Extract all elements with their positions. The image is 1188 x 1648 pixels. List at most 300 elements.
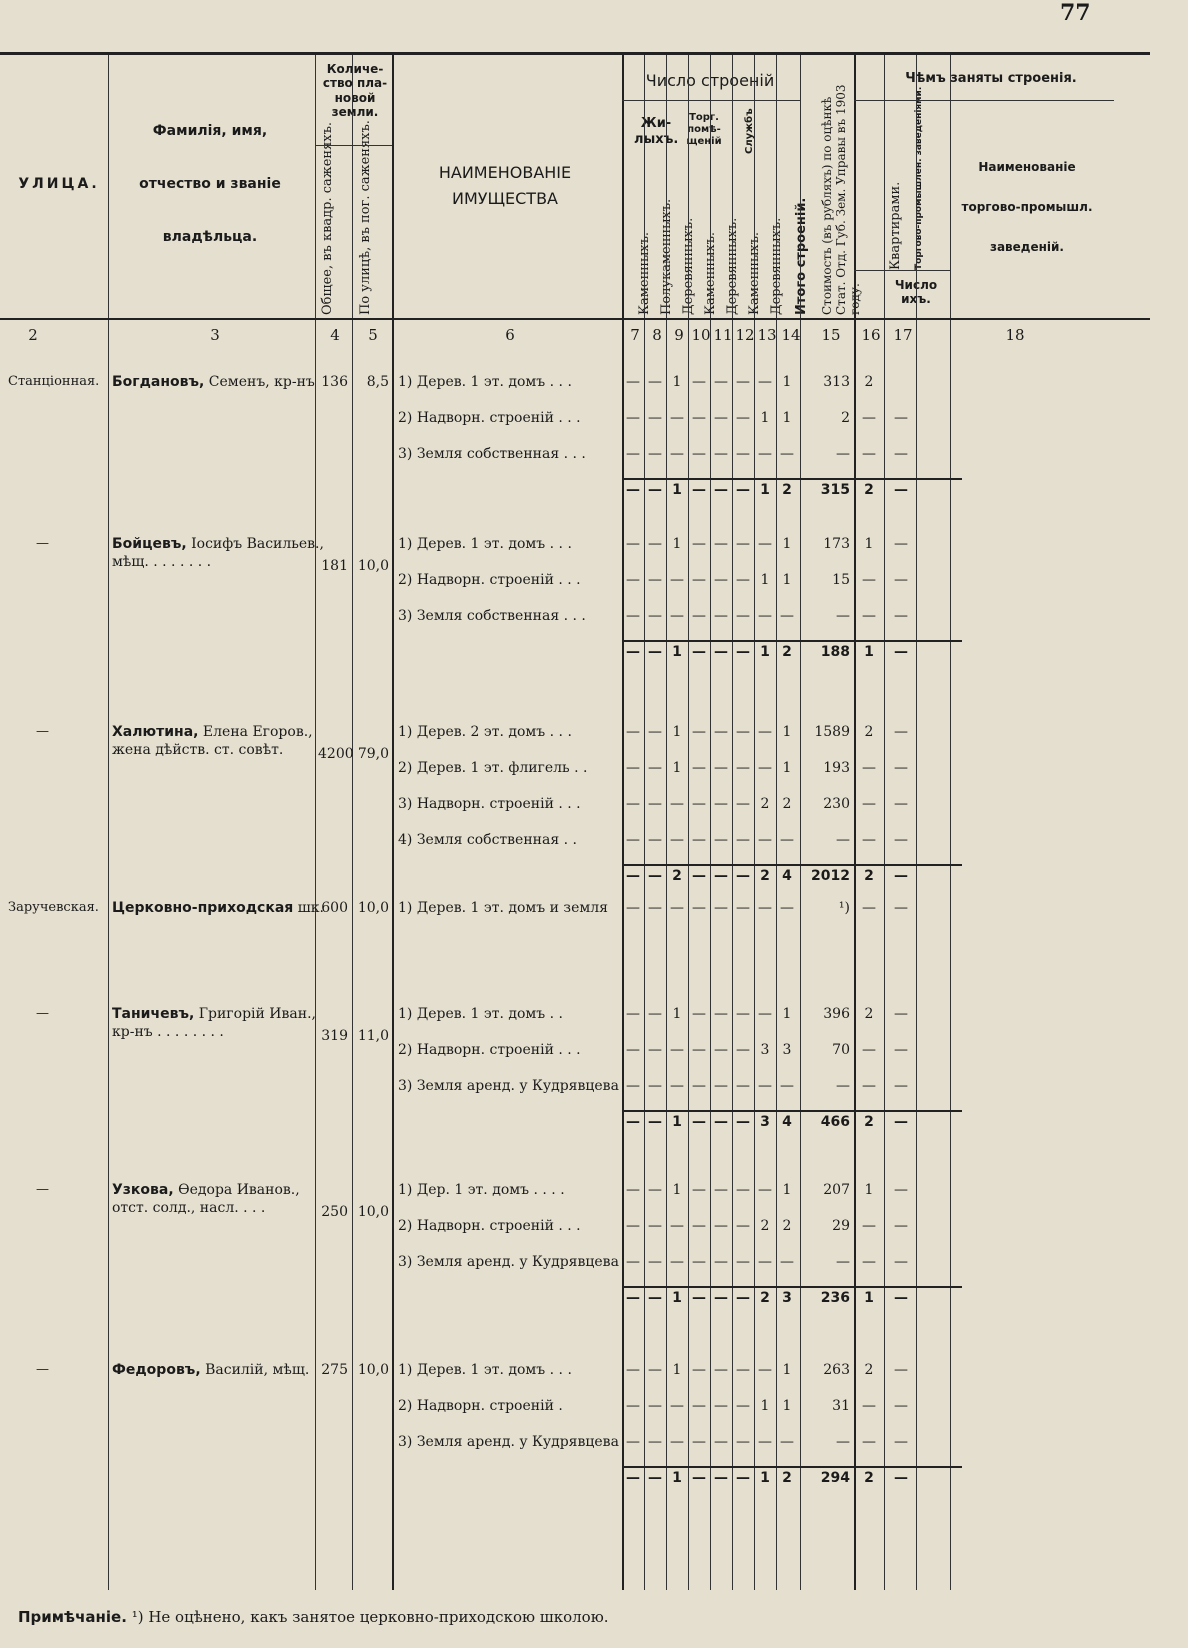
occupancy-count: — — [862, 760, 876, 776]
header-owner-3: владѣльца. — [162, 229, 258, 245]
building-count: — — [758, 1254, 772, 1270]
subtotal-count: — — [714, 868, 728, 884]
building-count: 1 — [760, 1398, 770, 1414]
column-number: 6 — [505, 326, 515, 344]
subtotal-count: — — [692, 1290, 706, 1306]
header-trade-stone: Каменныхъ. — [703, 231, 718, 315]
building-count: — — [780, 832, 794, 848]
subtotal-occupancy: 2 — [864, 1470, 874, 1486]
property-value: — — [836, 1434, 850, 1450]
subtotal-count: 4 — [782, 868, 792, 884]
owner-details: Григорій Иван., — [194, 1006, 316, 1022]
building-count: — — [626, 760, 640, 776]
land-total: 600 — [321, 900, 348, 916]
occupancy-count: — — [894, 536, 908, 552]
owner-name — [112, 1006, 316, 1022]
building-count: — — [670, 572, 684, 588]
building-count: — — [736, 536, 750, 552]
building-count: — — [692, 900, 706, 916]
column-divider — [666, 55, 667, 1590]
subtotal-rule — [622, 640, 962, 642]
occupancy-count: — — [894, 900, 908, 916]
owner-surname: Бойцевъ, — [112, 536, 187, 552]
building-count: — — [626, 1362, 640, 1378]
subtotal-value: 315 — [820, 482, 850, 498]
building-count: 2 — [760, 1218, 770, 1234]
building-count: — — [714, 536, 728, 552]
building-count: 1 — [782, 536, 792, 552]
building-count: — — [736, 1042, 750, 1058]
building-count: — — [736, 1182, 750, 1198]
header-bottom-rule — [0, 318, 1150, 320]
subtotal-count: — — [736, 1470, 750, 1486]
building-count: — — [780, 608, 794, 624]
occupancy-count: — — [894, 1078, 908, 1094]
building-count: — — [648, 796, 662, 812]
property-value: — — [836, 608, 850, 624]
column-divider — [732, 55, 733, 1590]
building-count: — — [692, 832, 706, 848]
land-total: 4200 — [318, 746, 354, 762]
subtotal-count: 2 — [672, 868, 682, 884]
subtotal-count: — — [626, 482, 640, 498]
subtotal-count: 1 — [760, 1470, 770, 1486]
property-item: 2) Надворн. строеній . . . — [398, 572, 581, 588]
building-count: — — [648, 832, 662, 848]
property-value: 70 — [832, 1042, 850, 1058]
building-count: — — [736, 374, 750, 390]
occupied-sub-rule — [854, 100, 1114, 101]
building-count: — — [758, 608, 772, 624]
subtotal-count: 1 — [672, 644, 682, 660]
subtotal-count: 1 — [672, 1470, 682, 1486]
header-trade: Торг. помѣ-щеній — [686, 112, 722, 147]
occupancy-count: — — [862, 410, 876, 426]
header-service-stone: Каменныхъ. — [747, 231, 762, 315]
owner-details: Ѳедора Иванов., — [173, 1182, 300, 1198]
property-value: — — [836, 832, 850, 848]
street-name: — — [36, 1006, 49, 1021]
land-total: 181 — [321, 558, 348, 574]
building-count: 2 — [782, 796, 792, 812]
header-land-qty: Количе-ство пла-новой земли. — [322, 62, 388, 120]
property-value: 15 — [832, 572, 850, 588]
building-count: — — [626, 832, 640, 848]
property-value: 1589 — [814, 724, 850, 740]
subtotal-count: — — [626, 1290, 640, 1306]
subtotal-occupancy: — — [894, 1114, 908, 1130]
column-divider — [622, 55, 624, 1590]
owner-details: Елена Егоров., — [198, 724, 313, 740]
building-count: — — [736, 724, 750, 740]
owner-surname: Таничевъ, — [112, 1006, 195, 1022]
owner-title: жена дѣйств. ст. совѣт. — [112, 742, 284, 758]
occupancy-count: — — [894, 760, 908, 776]
building-count: — — [692, 1006, 706, 1022]
building-count: — — [648, 1042, 662, 1058]
building-count: 1 — [672, 1182, 682, 1198]
subtotal-occupancy: — — [894, 644, 908, 660]
occupancy-count: 1 — [864, 1182, 874, 1198]
occupancy-count: — — [894, 446, 908, 462]
building-count: — — [626, 536, 640, 552]
building-count: — — [758, 1182, 772, 1198]
header-service-wooden: Деревянныхъ. — [769, 217, 784, 315]
occupancy-count: — — [894, 410, 908, 426]
street-name: — — [36, 724, 49, 739]
owner-details: Іосифъ Васильев., — [186, 536, 324, 552]
column-divider — [800, 55, 801, 1590]
occupancy-count: 2 — [864, 374, 874, 390]
building-count: — — [692, 1362, 706, 1378]
occupancy-count: — — [894, 1218, 908, 1234]
building-count: — — [692, 572, 706, 588]
subtotal-count: — — [626, 1114, 640, 1130]
building-count: — — [626, 724, 640, 740]
occupancy-count: 2 — [864, 1006, 874, 1022]
building-count: — — [648, 1254, 662, 1270]
building-count: — — [626, 1042, 640, 1058]
subtotal-count: — — [692, 1470, 706, 1486]
column-divider — [950, 55, 951, 1590]
column-divider — [754, 55, 755, 1590]
subtotal-count: 1 — [760, 644, 770, 660]
occupancy-count: — — [894, 796, 908, 812]
property-value: 263 — [823, 1362, 850, 1378]
building-count: 1 — [782, 1006, 792, 1022]
property-value: 193 — [823, 760, 850, 776]
land-street: 10,0 — [357, 1362, 389, 1378]
column-divider — [884, 55, 885, 1590]
column-divider — [710, 55, 711, 1590]
building-count: — — [670, 1042, 684, 1058]
occupancy-count: — — [862, 1434, 876, 1450]
column-number: 16 — [861, 326, 881, 344]
occupancy-count: — — [862, 608, 876, 624]
building-count: 1 — [672, 760, 682, 776]
building-count: — — [648, 446, 662, 462]
building-count: — — [714, 1182, 728, 1198]
occupancy-count: — — [862, 832, 876, 848]
column-divider — [108, 55, 109, 1590]
subtotal-count: — — [692, 482, 706, 498]
building-count: — — [626, 1434, 640, 1450]
building-count: 1 — [782, 410, 792, 426]
subtotal-value: 236 — [820, 1290, 850, 1306]
building-count: 1 — [672, 724, 682, 740]
subtotal-count: — — [736, 1290, 750, 1306]
column-number: 5 — [368, 326, 378, 344]
header-owner-1: Фамилія, имя, — [152, 123, 268, 139]
owner-title: кр-нъ . . . . . . . . — [112, 1024, 224, 1040]
building-count: — — [626, 1006, 640, 1022]
property-value: — — [836, 1078, 850, 1094]
property-item: 3) Земля собственная . . . — [398, 446, 586, 462]
land-street: 10,0 — [357, 900, 389, 916]
column-number: 11 — [713, 326, 733, 344]
building-count: — — [714, 832, 728, 848]
column-number: 14 — [781, 326, 801, 344]
land-total: 250 — [321, 1204, 348, 1220]
property-value: 29 — [832, 1218, 850, 1234]
building-count: — — [648, 760, 662, 776]
building-count: — — [714, 1042, 728, 1058]
building-count: — — [670, 900, 684, 916]
column-divider — [916, 55, 917, 1590]
building-count: — — [780, 900, 794, 916]
owner-title: мѣщ. . . . . . . . — [112, 554, 212, 570]
building-count: — — [670, 410, 684, 426]
property-item: 2) Дерев. 1 эт. флигель . . — [398, 760, 588, 776]
building-count: — — [692, 446, 706, 462]
owner-surname: Церковно-приходская — [112, 900, 294, 916]
building-count: — — [626, 374, 640, 390]
building-count: — — [626, 608, 640, 624]
building-count: — — [670, 1254, 684, 1270]
building-count: — — [736, 796, 750, 812]
subtotal-occupancy: 2 — [864, 482, 874, 498]
building-count: — — [692, 724, 706, 740]
building-count: — — [736, 832, 750, 848]
subtotal-count: — — [626, 1470, 640, 1486]
subtotal-value: 2012 — [811, 868, 850, 884]
building-count: 1 — [782, 1362, 792, 1378]
owner-surname: Халютина, — [112, 724, 199, 740]
building-count: — — [626, 1398, 640, 1414]
subtotal-occupancy: — — [894, 868, 908, 884]
occupancy-count: — — [894, 724, 908, 740]
land-street: 10,0 — [357, 1204, 389, 1220]
building-count: 1 — [782, 374, 792, 390]
building-count: 1 — [672, 536, 682, 552]
header-trade-name-2: торгово-промышл. — [961, 200, 1093, 214]
building-count: — — [692, 1398, 706, 1414]
building-count: — — [780, 1434, 794, 1450]
building-count: — — [692, 1218, 706, 1234]
subtotal-value: 466 — [820, 1114, 850, 1130]
building-count: — — [758, 1006, 772, 1022]
header-trade-est: Торгово-промышлен. заведеніями. — [914, 86, 924, 270]
occupancy-count: — — [862, 900, 876, 916]
occupancy-count: — — [862, 1398, 876, 1414]
building-count: — — [626, 410, 640, 426]
subtotal-occupancy: — — [894, 1290, 908, 1306]
building-count: 1 — [672, 1006, 682, 1022]
subtotal-occupancy: 1 — [864, 644, 874, 660]
building-count: 1 — [672, 1362, 682, 1378]
building-count: — — [692, 1434, 706, 1450]
count-sub-rule — [854, 270, 950, 271]
occupancy-count: — — [862, 1218, 876, 1234]
land-street: 10,0 — [357, 558, 389, 574]
subtotal-count: 2 — [782, 482, 792, 498]
building-count: — — [714, 1398, 728, 1414]
header-property-1: НАИМЕНОВАНІЕ — [438, 163, 572, 182]
building-count: 1 — [782, 1182, 792, 1198]
subtotal-occupancy: 1 — [864, 1290, 874, 1306]
column-divider — [644, 55, 645, 1590]
header-owner-2: отчество и званіе — [139, 176, 281, 192]
subtotal-count: 1 — [760, 482, 770, 498]
subtotal-count: — — [692, 644, 706, 660]
column-divider — [688, 55, 689, 1590]
buildings-sub-rule — [622, 100, 800, 101]
subtotal-rule — [622, 478, 962, 480]
building-count: — — [692, 374, 706, 390]
building-count: 1 — [760, 410, 770, 426]
building-count: — — [626, 796, 640, 812]
column-divider — [776, 55, 777, 1590]
page-number: 77 — [1060, 0, 1091, 26]
occupancy-count: — — [862, 446, 876, 462]
building-count: — — [714, 1006, 728, 1022]
subtotal-occupancy: — — [894, 1470, 908, 1486]
building-count: — — [648, 1078, 662, 1094]
subtotal-count: 3 — [760, 1114, 770, 1130]
owner-name — [112, 900, 324, 916]
building-count: — — [648, 608, 662, 624]
land-street: 8,5 — [366, 374, 389, 390]
building-count: — — [758, 832, 772, 848]
header-land-total: Общее, въ квадр. саженяхъ. — [320, 121, 335, 315]
building-count: — — [692, 796, 706, 812]
building-count: 3 — [782, 1042, 792, 1058]
building-count: — — [758, 1078, 772, 1094]
footnote-text: ¹) Не оцѣнено, какъ занятое церковно-приходскою школою. — [131, 1608, 609, 1626]
occupancy-count: — — [862, 1078, 876, 1094]
land-total: 136 — [321, 374, 348, 390]
header-buildings: Число строеній — [645, 71, 775, 90]
building-count: — — [714, 374, 728, 390]
property-item: 2) Надворн. строеній . — [398, 1398, 563, 1414]
building-count: — — [758, 536, 772, 552]
property-item: 1) Дерев. 1 эт. домъ . . . — [398, 1362, 572, 1378]
property-value: 207 — [823, 1182, 850, 1198]
building-count: 2 — [760, 796, 770, 812]
land-total: 275 — [321, 1362, 348, 1378]
footnote — [18, 1608, 609, 1626]
street-name: — — [36, 1182, 49, 1197]
building-count: — — [692, 1182, 706, 1198]
building-count: — — [670, 1434, 684, 1450]
building-count: — — [780, 1254, 794, 1270]
occupancy-count: — — [894, 1398, 908, 1414]
building-count: — — [692, 608, 706, 624]
occupancy-count: 2 — [864, 724, 874, 740]
building-count: 1 — [782, 760, 792, 776]
property-item: 1) Дер. 1 эт. домъ . . . . — [398, 1182, 565, 1198]
building-count: — — [670, 1398, 684, 1414]
building-count: — — [736, 410, 750, 426]
occupancy-count: — — [894, 1254, 908, 1270]
occupancy-count: — — [894, 1434, 908, 1450]
subtotal-count: — — [736, 1114, 750, 1130]
property-value: 2 — [841, 410, 850, 426]
building-count: — — [714, 900, 728, 916]
owner-name — [112, 536, 324, 552]
column-divider — [352, 55, 353, 1590]
land-sub-rule — [315, 145, 392, 146]
subtotal-count: 1 — [672, 1290, 682, 1306]
building-count: — — [714, 1218, 728, 1234]
owner-surname: Узкова, — [112, 1182, 174, 1198]
building-count: — — [714, 410, 728, 426]
occupancy-count: 2 — [864, 1362, 874, 1378]
building-count: — — [670, 608, 684, 624]
street-name: Заручевская. — [8, 900, 99, 915]
subtotal-count: — — [648, 482, 662, 498]
column-number: 13 — [757, 326, 777, 344]
owner-details: Семенъ, кр-нъ — [204, 374, 315, 390]
header-total-buildings: Итого строеній. — [794, 197, 809, 315]
building-count: 1 — [760, 572, 770, 588]
header-apartments: Квартирами. — [888, 181, 903, 270]
building-count: — — [736, 572, 750, 588]
building-count: — — [626, 1254, 640, 1270]
building-count: — — [758, 446, 772, 462]
occupancy-count: — — [894, 608, 908, 624]
building-count: — — [780, 446, 794, 462]
property-value: 396 — [823, 1006, 850, 1022]
building-count: — — [648, 410, 662, 426]
building-count: 1 — [782, 572, 792, 588]
building-count: — — [670, 832, 684, 848]
building-count: — — [648, 374, 662, 390]
building-count: — — [736, 1362, 750, 1378]
street-name: Станціонная. — [8, 374, 100, 389]
land-street: 79,0 — [357, 746, 389, 762]
building-count: — — [648, 572, 662, 588]
property-value: ¹) — [838, 900, 850, 916]
building-count: — — [648, 1218, 662, 1234]
building-count: — — [714, 796, 728, 812]
subtotal-occupancy: 2 — [864, 1114, 874, 1130]
owner-name — [112, 1182, 300, 1198]
subtotal-count: 2 — [782, 644, 792, 660]
column-number: 8 — [652, 326, 662, 344]
subtotal-count: — — [714, 1114, 728, 1130]
header-count: Число ихъ. — [894, 278, 938, 307]
subtotal-rule — [622, 864, 962, 866]
building-count: 1 — [782, 724, 792, 740]
header-living: Жи-лыхъ. — [634, 116, 679, 147]
building-count: — — [714, 446, 728, 462]
subtotal-occupancy: 2 — [864, 868, 874, 884]
property-item: 2) Надворн. строеній . . . — [398, 1042, 581, 1058]
building-count: — — [714, 572, 728, 588]
subtotal-count: — — [714, 1470, 728, 1486]
header-occupied: Чѣмъ заняты строенія. — [905, 71, 1077, 86]
subtotal-count: — — [648, 868, 662, 884]
building-count: — — [758, 724, 772, 740]
property-item: 3) Надворн. строеній . . . — [398, 796, 581, 812]
property-value: 313 — [823, 374, 850, 390]
building-count: — — [758, 1434, 772, 1450]
property-item: 1) Дерев. 2 эт. домъ . . . — [398, 724, 572, 740]
subtotal-count: — — [648, 1290, 662, 1306]
column-divider — [854, 55, 856, 1590]
property-item: 1) Дерев. 1 эт. домъ и земля — [398, 900, 608, 916]
building-count: — — [736, 1006, 750, 1022]
subtotal-occupancy: — — [894, 482, 908, 498]
subtotal-count: — — [714, 482, 728, 498]
building-count: 3 — [760, 1042, 770, 1058]
header-trade-wooden: Деревянныхъ. — [725, 217, 740, 315]
subtotal-value: 294 — [820, 1470, 850, 1486]
column-number: 17 — [893, 326, 913, 344]
owner-name — [112, 724, 313, 740]
owner-name — [112, 374, 315, 390]
